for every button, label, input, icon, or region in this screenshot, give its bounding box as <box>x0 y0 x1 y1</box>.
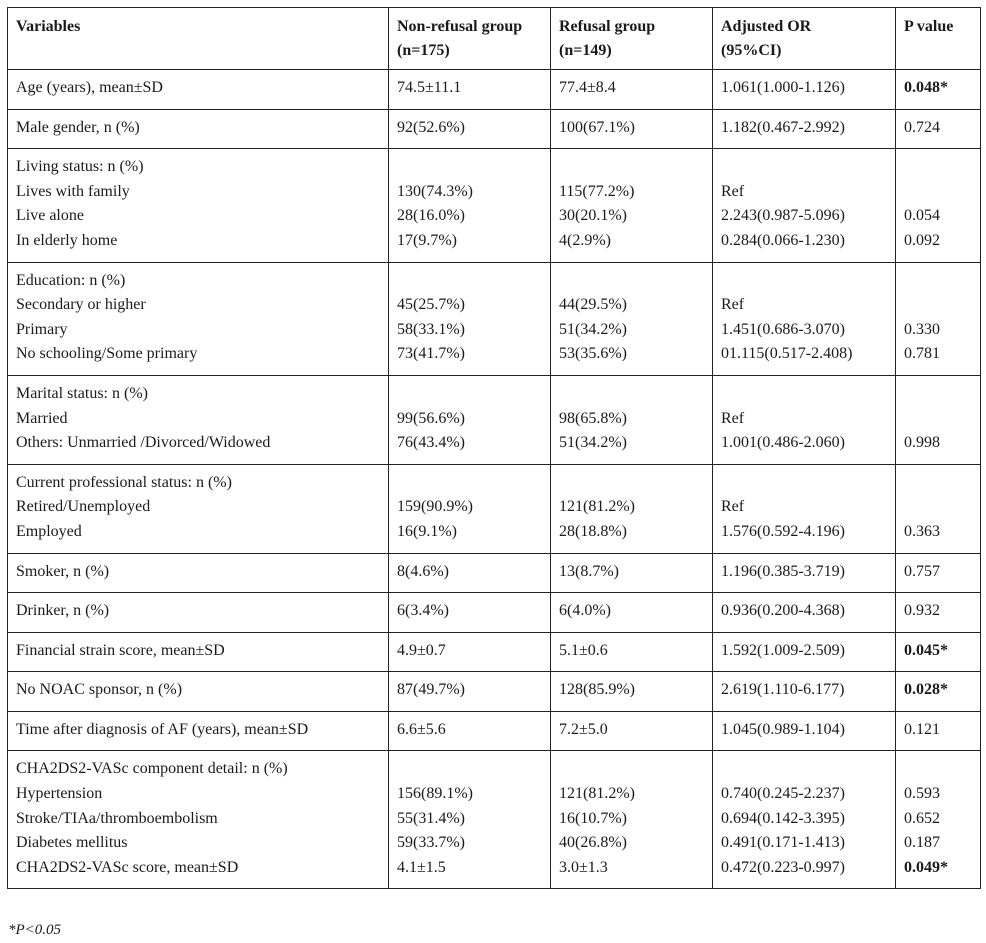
adjusted-or-cell <box>713 109 896 149</box>
row-value: 17(9.7%) <box>397 231 457 249</box>
p-value-cell <box>896 375 981 464</box>
variable-cell <box>8 109 389 149</box>
table-row <box>8 109 981 149</box>
row-label: Time after diagnosis of AF (years), mean±SD <box>16 720 309 738</box>
table-row <box>8 751 981 889</box>
row-value: 121(81.2%) <box>559 785 635 803</box>
table-body <box>8 70 981 889</box>
row-value: Ref <box>721 498 745 516</box>
row-value: 44(29.5%) <box>559 296 627 314</box>
spacer <box>559 757 704 782</box>
spacer <box>904 382 972 407</box>
header-row <box>8 8 981 70</box>
table-header <box>8 8 981 70</box>
nonrefusal-cell <box>389 262 551 375</box>
row-value: 45(25.7%) <box>397 296 465 314</box>
row-value: 16(9.1%) <box>397 522 457 540</box>
variable-cell <box>8 149 389 262</box>
row-value: 100(67.1%) <box>559 118 635 136</box>
row-value: 0.363 <box>904 522 940 540</box>
row-value: 01.115(0.517-2.408) <box>721 345 853 363</box>
table-row <box>8 149 981 262</box>
row-label: Lives with family <box>16 182 130 200</box>
row-value: 30(20.1%) <box>559 207 627 225</box>
row-value: 115(77.2%) <box>559 182 635 200</box>
variable-cell <box>8 751 389 889</box>
row-value: 51(34.2%) <box>559 320 627 338</box>
p-value-cell <box>896 109 981 149</box>
spacer <box>904 757 972 782</box>
row-label: Retired/Unemployed <box>16 498 151 516</box>
spacer <box>904 155 972 180</box>
adjusted-or-cell <box>713 553 896 593</box>
refusal-cell <box>551 593 713 633</box>
row-value: Ref <box>721 409 745 427</box>
spacer <box>721 269 887 294</box>
row-label: CHA2DS2-VASc score, mean±SD <box>16 858 239 876</box>
adjusted-or-cell <box>713 711 896 751</box>
adjusted-or-cell <box>713 262 896 375</box>
row-value: 1.451(0.686-3.070) <box>721 320 845 338</box>
header-line: (n=149) <box>559 42 612 59</box>
group-title: Current professional status: n (%) <box>16 473 232 491</box>
row-label: Male gender, n (%) <box>16 118 140 136</box>
table-row <box>8 553 981 593</box>
row-value: 0.936(0.200-4.368) <box>721 602 845 620</box>
p-value-cell <box>896 632 981 672</box>
p-value-cell <box>896 751 981 889</box>
nonrefusal-cell <box>389 375 551 464</box>
header-nonrefusal-group <box>389 8 551 70</box>
variable-cell <box>8 262 389 375</box>
row-value: 59(33.7%) <box>397 834 465 852</box>
spacer <box>559 471 704 496</box>
row-label: Drinker, n (%) <box>16 602 110 620</box>
row-label: Smoker, n (%) <box>16 562 110 580</box>
row-value: 87(49.7%) <box>397 681 465 699</box>
row-value <box>904 495 972 520</box>
results-table <box>7 7 981 889</box>
adjusted-or-cell <box>713 375 896 464</box>
variable-cell <box>8 70 389 110</box>
variable-cell <box>8 553 389 593</box>
header-line: Variables <box>16 18 81 35</box>
row-value: 53(35.6%) <box>559 345 627 363</box>
row-value: 0.740(0.245-2.237) <box>721 785 845 803</box>
header-line: Refusal group <box>559 18 656 35</box>
row-value: 58(33.1%) <box>397 320 465 338</box>
nonrefusal-cell <box>389 593 551 633</box>
row-label: Married <box>16 409 68 427</box>
variable-cell <box>8 375 389 464</box>
header-line: Adjusted OR <box>721 18 812 35</box>
refusal-cell <box>551 672 713 712</box>
row-value: 98(65.8%) <box>559 409 627 427</box>
group-title: CHA2DS2-VASc component detail: n (%) <box>16 760 288 778</box>
row-value: 99(56.6%) <box>397 409 465 427</box>
spacer <box>559 155 704 180</box>
refusal-cell <box>551 711 713 751</box>
row-value: 0.998 <box>904 434 940 452</box>
row-value: 1.592(1.009-2.509) <box>721 641 845 659</box>
row-value: 130(74.3%) <box>397 182 473 200</box>
row-value: 55(31.4%) <box>397 809 465 827</box>
row-value: 92(52.6%) <box>397 118 465 136</box>
row-label: Stroke/TIAa/thromboembolism <box>16 809 218 827</box>
row-label: In elderly home <box>16 231 118 249</box>
spacer <box>721 155 887 180</box>
row-value: 1.045(0.989-1.104) <box>721 720 845 738</box>
row-value: 0.593 <box>904 785 940 803</box>
spacer <box>721 757 887 782</box>
row-value: 0.472(0.223-0.997) <box>721 858 845 876</box>
spacer <box>397 155 542 180</box>
group-title: Living status: n (%) <box>16 158 144 176</box>
row-value: 0.694(0.142-3.395) <box>721 809 845 827</box>
table-container <box>7 7 980 889</box>
p-value-cell <box>896 711 981 751</box>
refusal-cell <box>551 751 713 889</box>
row-value: 0.652 <box>904 809 940 827</box>
nonrefusal-cell <box>389 109 551 149</box>
row-value: 0.054 <box>904 207 940 225</box>
spacer <box>721 471 887 496</box>
p-value-cell <box>896 593 981 633</box>
table-row <box>8 262 981 375</box>
footnote: *P<0.05 <box>8 922 62 938</box>
variable-cell <box>8 672 389 712</box>
nonrefusal-cell <box>389 149 551 262</box>
row-value: 1.182(0.467-2.992) <box>721 118 845 136</box>
nonrefusal-cell <box>389 672 551 712</box>
spacer <box>904 471 972 496</box>
row-value: 5.1±0.6 <box>559 641 608 659</box>
row-value <box>904 180 972 205</box>
refusal-cell <box>551 109 713 149</box>
adjusted-or-cell <box>713 751 896 889</box>
row-value: 159(90.9%) <box>397 498 473 516</box>
row-value: 2.619(1.110-6.177) <box>721 681 845 699</box>
spacer <box>559 382 704 407</box>
row-value: 4.1±1.5 <box>397 858 446 876</box>
spacer <box>397 382 542 407</box>
spacer <box>397 269 542 294</box>
row-label: Diabetes mellitus <box>16 834 128 852</box>
nonrefusal-cell <box>389 632 551 672</box>
row-value <box>904 407 972 432</box>
row-label: Age (years), mean±SD <box>16 79 163 96</box>
row-value: 77.4±8.4 <box>559 79 616 96</box>
p-value-cell <box>896 464 981 553</box>
p-value-cell <box>896 262 981 375</box>
row-value: 0.932 <box>904 602 940 620</box>
row-value: 28(18.8%) <box>559 522 627 540</box>
adjusted-or-cell <box>713 149 896 262</box>
row-value: Ref <box>721 296 745 314</box>
refusal-cell <box>551 70 713 110</box>
row-value: 0.092 <box>904 231 940 249</box>
spacer <box>559 269 704 294</box>
row-value: 4.9±0.7 <box>397 641 446 659</box>
row-label: Financial strain score, mean±SD <box>16 641 225 659</box>
header-p-value <box>896 8 981 70</box>
adjusted-or-cell <box>713 464 896 553</box>
row-value: 0.781 <box>904 345 940 363</box>
row-value: 6(4.0%) <box>559 602 611 620</box>
row-value: 0.045* <box>904 641 948 659</box>
row-value: 0.284(0.066-1.230) <box>721 231 845 249</box>
header-line: P value <box>904 18 954 35</box>
table-row <box>8 375 981 464</box>
nonrefusal-cell <box>389 751 551 889</box>
adjusted-or-cell <box>713 632 896 672</box>
refusal-cell <box>551 262 713 375</box>
row-label: Others: Unmarried /Divorced/Widowed <box>16 434 271 452</box>
row-value: 0.028* <box>904 681 948 699</box>
row-value: 1.001(0.486-2.060) <box>721 434 845 452</box>
row-value: 7.2±5.0 <box>559 720 608 738</box>
row-value: 121(81.2%) <box>559 498 635 516</box>
row-value: 0.330 <box>904 320 940 338</box>
p-value-cell <box>896 70 981 110</box>
row-value: 2.243(0.987-5.096) <box>721 207 845 225</box>
row-value: 0.491(0.171-1.413) <box>721 834 845 852</box>
refusal-cell <box>551 464 713 553</box>
refusal-cell <box>551 632 713 672</box>
nonrefusal-cell <box>389 711 551 751</box>
row-value: 51(34.2%) <box>559 434 627 452</box>
row-value: 4(2.9%) <box>559 231 611 249</box>
row-value: 156(89.1%) <box>397 785 473 803</box>
table-row <box>8 711 981 751</box>
row-value: Ref <box>721 182 745 200</box>
row-label: Secondary or higher <box>16 296 146 314</box>
row-value: 1.061(1.000-1.126) <box>721 79 845 96</box>
row-label: No schooling/Some primary <box>16 345 198 363</box>
table-row <box>8 632 981 672</box>
refusal-cell <box>551 375 713 464</box>
header-variables <box>8 8 389 70</box>
row-value: 13(8.7%) <box>559 562 619 580</box>
row-value: 40(26.8%) <box>559 834 627 852</box>
header-refusal-group <box>551 8 713 70</box>
adjusted-or-cell <box>713 593 896 633</box>
table-row <box>8 70 981 110</box>
p-value-cell <box>896 672 981 712</box>
refusal-cell <box>551 553 713 593</box>
row-label: Live alone <box>16 207 84 225</box>
row-value: 128(85.9%) <box>559 681 635 699</box>
row-value <box>904 293 972 318</box>
row-label: Employed <box>16 522 82 540</box>
row-value: 0.048* <box>904 79 948 96</box>
header-line: (n=175) <box>397 42 450 59</box>
variable-cell <box>8 464 389 553</box>
row-label: No NOAC sponsor, n (%) <box>16 681 183 699</box>
row-value: 76(43.4%) <box>397 434 465 452</box>
spacer <box>397 757 542 782</box>
row-label: Hypertension <box>16 785 103 803</box>
p-value-cell <box>896 553 981 593</box>
table-row <box>8 464 981 553</box>
row-value: 1.196(0.385-3.719) <box>721 562 845 580</box>
variable-cell <box>8 632 389 672</box>
group-title: Marital status: n (%) <box>16 384 148 402</box>
refusal-cell <box>551 149 713 262</box>
p-value-cell <box>896 149 981 262</box>
header-line: (95%CI) <box>721 42 782 59</box>
row-value: 0.121 <box>904 720 940 738</box>
row-label: Primary <box>16 320 68 338</box>
row-value: 6.6±5.6 <box>397 720 446 738</box>
row-value: 0.187 <box>904 834 940 852</box>
row-value: 8(4.6%) <box>397 562 449 580</box>
row-value: 6(3.4%) <box>397 602 449 620</box>
header-adjusted-or <box>713 8 896 70</box>
header-line: Non-refusal group <box>397 18 523 35</box>
table-row <box>8 672 981 712</box>
row-value: 0.724 <box>904 118 940 136</box>
variable-cell <box>8 711 389 751</box>
row-value: 16(10.7%) <box>559 809 627 827</box>
row-value: 0.049* <box>904 858 948 876</box>
variable-cell <box>8 593 389 633</box>
row-value: 73(41.7%) <box>397 345 465 363</box>
adjusted-or-cell <box>713 672 896 712</box>
row-value: 3.0±1.3 <box>559 858 608 876</box>
spacer <box>904 269 972 294</box>
adjusted-or-cell <box>713 70 896 110</box>
nonrefusal-cell <box>389 70 551 110</box>
row-value: 28(16.0%) <box>397 207 465 225</box>
group-title: Education: n (%) <box>16 271 126 289</box>
row-value: 74.5±11.1 <box>397 79 462 96</box>
table-row <box>8 593 981 633</box>
spacer <box>721 382 887 407</box>
nonrefusal-cell <box>389 553 551 593</box>
row-value: 1.576(0.592-4.196) <box>721 522 845 540</box>
row-value: 0.757 <box>904 562 940 580</box>
nonrefusal-cell <box>389 464 551 553</box>
spacer <box>397 471 542 496</box>
